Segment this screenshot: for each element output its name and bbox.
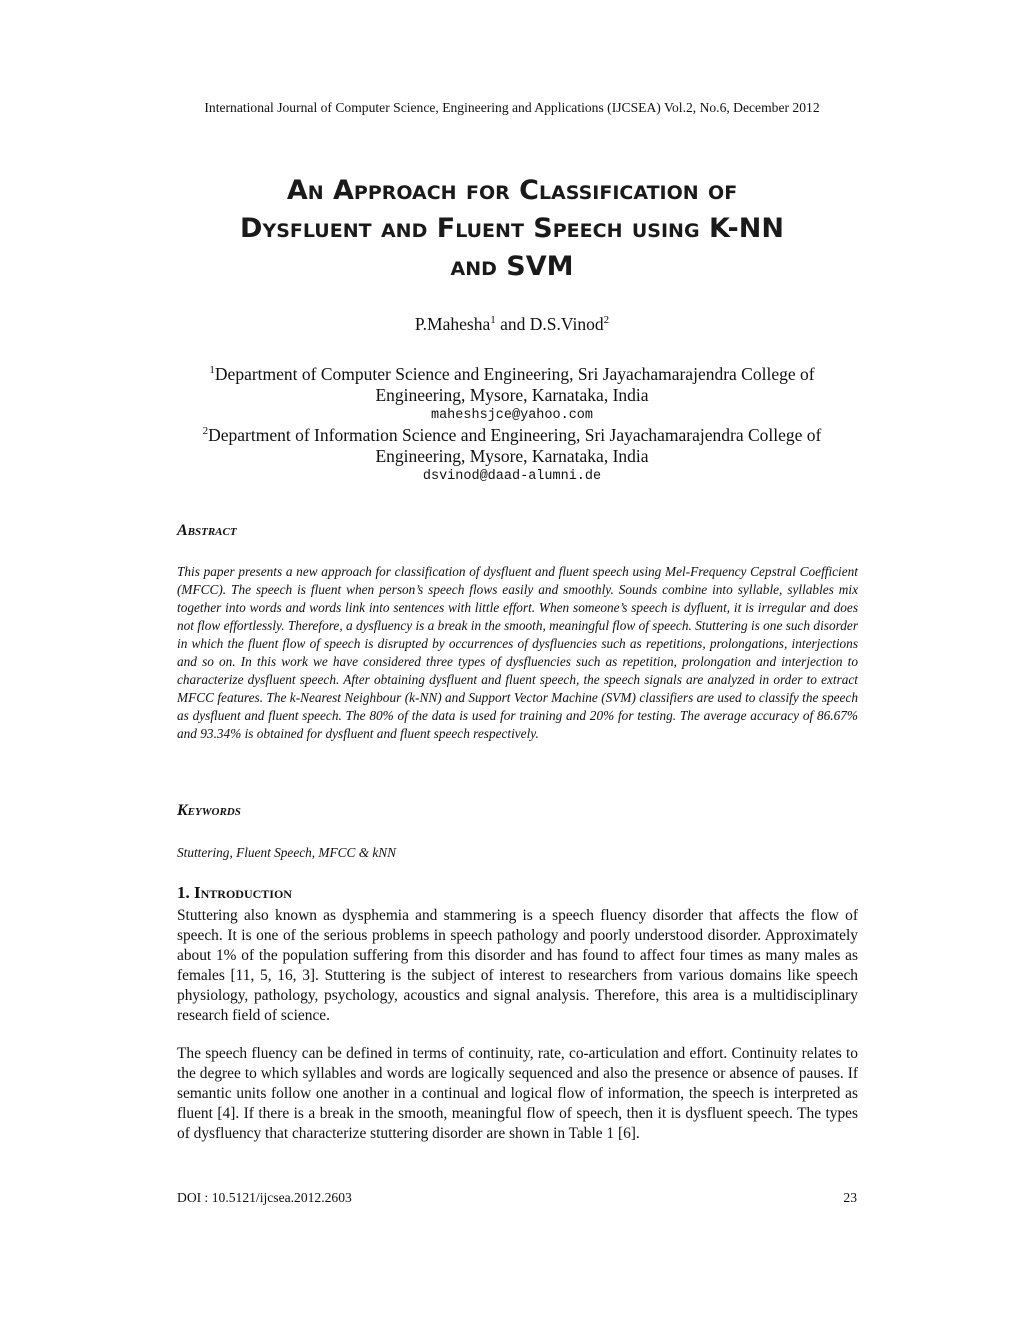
abstract-heading: Abstract	[177, 522, 237, 539]
affiliation-1-marker: 1	[209, 364, 215, 376]
affiliation-2-email[interactable]: dsvinod@daad-alumni.de	[422, 468, 602, 484]
affiliation-2-marker: 2	[202, 425, 209, 437]
author-line	[0, 314, 1024, 335]
affiliation-2-line-2: Engineering, Mysore, Karnataka, India	[375, 445, 649, 466]
affiliation-1-email[interactable]: maheshsjce@yahoo.com	[430, 407, 594, 423]
introduction-heading: 1. Introduction	[177, 883, 292, 902]
author-2-marker: 2	[603, 314, 610, 327]
affiliation-1-line-2: Engineering, Mysore, Karnataka, India	[375, 384, 649, 405]
footer-doi: DOI : 10.5121/ijcsea.2012.2603	[177, 1190, 352, 1205]
keywords-heading: Keywords	[177, 802, 241, 819]
affiliation-1	[150, 360, 874, 426]
affiliation-1-line-1: Department of Computer Science and Engineering, Sri Jayachamarajendra College of	[214, 363, 815, 384]
introduction-paragraph-2: The speech fluency can be defined in terms of continuity, rate, co-articulation and effort. Continuity relates to the degree to which syllables and words are logically sequenced and also the presence or absence of pauses. If semantic units follow one another in a continual and logical flow of information, the speech is interpreted as fluent [4]. If there is a break in the smooth, meaningful flow of speech, then it is dysfluent speech. The types of dysfluency that characterize stuttering disorder are shown in Table 1 [6].	[177, 1045, 858, 1142]
title-line-2: Dysfluent and Fluent Speech using K-NN	[240, 213, 784, 244]
title-line-1: An Approach for Classification of	[286, 175, 738, 206]
abstract-text: This paper presents a new approach for classification of dysfluent and fluent speech using Mel-Frequency Cepstral Coefficient (MFCC). The speech is fluent when person’s speech flows easily and smoothly. Sounds combine into syllable, syllables mix together into words and words link into sentences with little effort. When someone’s speech is dyfluent, it is irregular and does not flow effortlessly. Therefore, a dysfluency is a break in the smooth, meaningful flow of speech. Stuttering is one such disorder in which the fluent flow of speech is disrupted by occurrences of dysfluencies such as repetitions, prolongations, interjections and so on. In this work we have considered three types of dysfluencies such as repetition, prolongation and interjection to characterize dysfluent speech. After obtaining dysfluent and fluent speech, the speech signals are analyzed in order to extract MFCC features. The k-Nearest Neighbour (k-NN) and Support Vector Machine (SVM) classifiers are used to classify the speech as dysfluent and fluent speech. The 80% of the data is used for training and 20% for testing. The average accuracy of 86.67% and 93.34% is obtained for dysfluent and fluent speech respectively.	[177, 564, 858, 741]
affiliation-2	[150, 421, 874, 487]
page-number: 23	[843, 1190, 857, 1205]
affiliation-2-line-1: Department of Information Science and Engineering, Sri Jayachamarajendra College of	[208, 424, 822, 445]
author-2: D.S.Vinod	[529, 314, 604, 334]
paper-title	[150, 172, 874, 286]
introduction-paragraph-1: Stuttering also known as dysphemia and stammering is a speech fluency disorder that affects the flow of speech. It is one of the serious problems in speech pathology and poorly understood disorder. Approximately about 1% of the population suffering from this disorder and has found to affect four times as many males as females [11, 5, 16, 3]. Stuttering is the subject of interest to researchers from various domains like speech physiology, pathology, psychology, acoustics and signal analysis. Therefore, this area is a multidisciplinary research field of science.	[177, 907, 858, 1024]
author-connector: and	[495, 314, 530, 334]
keywords-text: Stuttering, Fluent Speech, MFCC & kNN	[177, 845, 396, 860]
journal-header: International Journal of Computer Science, Engineering and Applications (IJCSEA) Vol.2, No.6, December 2012	[204, 100, 820, 115]
author-1-marker: 1	[490, 314, 496, 327]
author-1: P.Mahesha	[414, 314, 491, 334]
title-line-3: and SVM	[450, 251, 574, 282]
